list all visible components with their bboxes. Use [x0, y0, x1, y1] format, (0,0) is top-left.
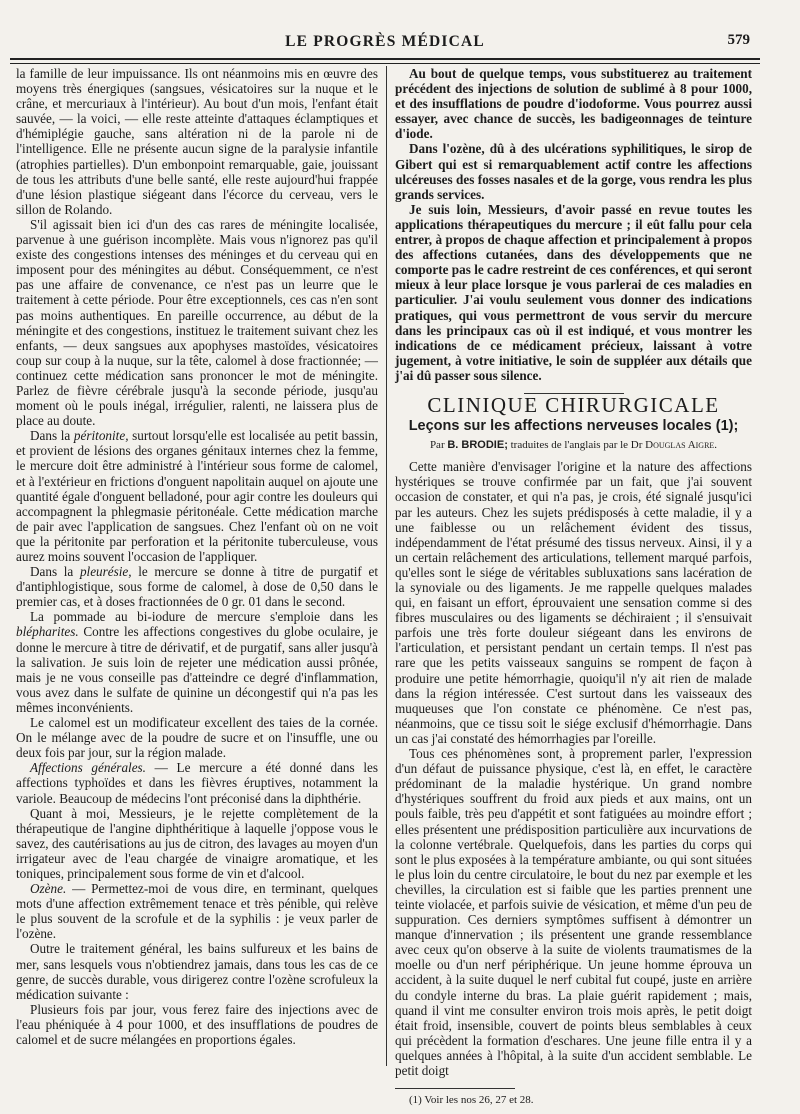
term-blepharites: blépharites. — [16, 624, 79, 640]
right-paragraph-3: Je suis loin, Messieurs, d'avoir passé en revue toutes les applications thérapeutiques du mercure ; il eût fallu pour cela entrer, à propos de chaque affection et principalement à propos des affections cutanées, dans des développements que ne comporte pas le cadre restreint de ces conférences, et qui seront mieux à leur place lorsque je vous parlerai de ces maladies en particulier. J'ai voulu seulement vous donner des indications pratiques, qui vous permettront de vous servir du mercure dans les principaux cas où il est indiqué, et vous montrer les indications de ce médicament précieux, laissant à votre jugement, à votre initiative, le soin de suppléer aux détails que j'ai dû passer sous silence. — [395, 201, 752, 383]
running-header — [10, 28, 760, 56]
journal-title: LE PROGRÈS MÉDICAL — [285, 33, 485, 50]
term-affections-generales: Affections générales. — [30, 760, 146, 776]
header-rule-thick — [10, 58, 760, 60]
page-number: 579 — [727, 32, 750, 48]
left-column — [16, 66, 378, 1066]
left-paragraph-8: Quant à moi, Messieurs, je le rejette complètement de la thérapeutique de l'angine diphthéritique à laquelle j'oppose vous le savez, des cautérisations au jus de citron, des lavages au moyen d'un irrigateur avec de l'eau chargée de vinaigre aromatique, et les toniques, principalement sous forme de vin et d'alcool. — [16, 805, 378, 881]
right-paragraph-4: Cette manière d'envisager l'origine et la nature des affections hystériques se trouve confirmée par un fait, que j'ai souvent occasion de constater, et qui n'a pas, je crois, été signalé jusqu'ici par les auteurs. Chez les sujets prédisposés à cette maladie, il y a une faiblesse ou un relâchement évident des tissus, indépendamment de l'état présumé des tissus nerveux. Ainsi, il y a un certain relâchement des articulations, tellement marqué parfois, qu'elles sont le siége de véritables subluxations sans lacération de la synoviale ou des ligaments. Je me rappelle quelques malades qui, en faisant un effort, éprouvaient une sensation comme si des fibres musculaires ou des ligaments se déchiraient ; il s'ensuivait parfois une très forte douleur siégeant dans les environs de l'articulation, et persistant pendant un certain temps. Il n'est pas rare que les petits vaisseaux sanguins se rompent de façon à produire une petite hémorrhagie, quoiqu'il n'y ait rien de malade dans la région intéressée. C'est surtout dans les vaisseaux des muqueuses que l'on constate ce phénomène. Ce n'est pas, néanmoins, que ce tissu soit le siége exclusif d'hémorrhagie. Dans un cas j'ai constaté des hémorrhagies par l'oreille. — [395, 459, 752, 746]
author-name: B. BRODIE; — [447, 439, 508, 452]
left-paragraph-9: Ozène. — Permettez-moi de vous dire, en terminant, quelques mots d'une affection extrêmement tenace et très pénible, qui relève le plus souvent de la scrofule et de la syphilis : je veux parler de l'ozène. — [16, 881, 378, 942]
left-paragraph-7: Affections générales. — Le mercure a été donné dans les affections typhoïdes et dans les fièvres éruptives, notamment la variole. Beaucoup de médecins l'ont préconisé dans la diphthérie. — [16, 760, 378, 806]
term-peritonite: péritonite, — [73, 428, 129, 444]
left-paragraph-6: Le calomel est un modificateur excellent des taies de la cornée. On le mélange avec de la poudre de sucre et on l'insuffle, une ou deux fois par jour, sur la région malade. — [16, 715, 378, 761]
term-pleuresie: pleurésie, — [79, 564, 132, 580]
left-paragraph-1: la famille de leur impuissance. Ils ont néanmoins mis en œuvre des moyens très énergiques (sangsues, vésicatoires sur la nuque et le crâne, et mercuriaux à l'intérieur). Au bout d'un mois, l'enfant était sauvée, — la voici, — elle reste atteinte d'attaques éclamptiques et d'hémiplégie gauche, sans altération ni de la parole ni de l'intelligence. Elle ne présente aucun signe de la paralysie infantile (atrophies partielles). D'un embonpoint remarquable, gaie, jouissant de tous les attributs d'une belle santé, elle reste aujourd'hui frappée d'une lésion plastique siégeant dans l'écorce du cerveau, vers le sillon de Rolando. — [16, 66, 378, 217]
right-paragraph-1: Au bout de quelque temps, vous substituerez au traitement précédent des injections de solution de sublimé à 8 pour 1000, et des insufflations de poudre d'iodoforme. Vous pourrez aussi essayer, avec chance de succès, les badigeonnages de teinture d'iode. — [395, 66, 752, 142]
byline: Par B. BRODIE; traduites de l'anglais par le Dr Douglas Aigre. — [429, 439, 718, 452]
left-paragraph-2: S'il agissait bien ici d'un des cas rares de méningite localisée, parvenue à une guérison incomplète. Mais vous n'ignorez pas qu'il existe des congestions intenses des méninges et du cerveau qui en imposent pour des méningites au début. Conséquemment, ce n'est pas une affaire de convenance, ce n'est pas un leurre que le traitement à cette période. Pour être exceptionnels, ces cas n'en sont pas moins authentiques. En pareille occurrence, au début de la méningite et des congestions, instituez le traitement suivant chez les enfants, — deux sangsues aux apophyses mastoïdes, vésicatoires coup sur coup à la nuque, sur la tête, calomel à dose fractionnée; — continuez cette médication sans prononcer le mot de méningite. Parlez de fièvre cérébrale jusqu'à la seconde période, jusqu'au moment où le pouls inégal, irrégulier, ralenti, ne laissera plus de place au doute. — [16, 216, 378, 429]
left-paragraph-11: Plusieurs fois par jour, vous ferez faire des injections avec de l'eau phéniquée à 4 pour 1000, et des insufflations de poudres de calomel et de sucre mélangées en proportions égales. — [16, 1001, 378, 1047]
left-paragraph-3: Dans la péritonite, surtout lorsqu'elle est localisée au petit bassin, et provient de lésions des organes génitaux internes chez la femme, le mercure doit être administré à l'intérieur sous forme de calomel, et à l'extérieur en frictions d'onguent napolitain auquel on ajoute une quantité égale d'onguent belladoné, pour agir contre les douleurs qui accompagnent la phlegmasie péritonéale. Cette médication marche de pair avec l'application de sangsues. Chez l'enfant où on ne voit que la péritonite par perforation et la péritonite tuberculeuse, vous aurez moins souvent l'occasion de l'appliquer. — [16, 428, 378, 564]
section-title: CLINIQUE CHIRURGICALE — [427, 392, 720, 417]
column-divider — [386, 66, 387, 1066]
left-paragraph-10: Outre le traitement général, les bains sulfureux et les bains de mer, sans lesquels vous n'obtiendrez jamais, dans tous les cas de ce genre, de succès durable, vous dirigerez contre l'ozène scrofuleux la médication suivante : — [16, 941, 378, 1002]
left-paragraph-4: Dans la pleurésie, le mercure se donne à titre de purgatif et d'antiphlogistique, sous forme de calomel, à dose de 0,50 dans le premier cas, et à doses fractionnées de 0 gr. 01 dans le second. — [16, 564, 378, 610]
header-rule-thin — [10, 63, 760, 64]
right-column — [395, 66, 752, 1107]
left-paragraph-5: La pommade au bi-iodure de mercure s'emploie dans les blépharites. Contre les affections congestives du globe oculaire, je donne le mercure à titre de dérivatif, et de purgatif, sans aller jusqu'à la salivation. Je suis loin de rejeter une médication aussi prônée, mais je ne vous conseille pas d'atteindre ce degré d'inflammation, vous avez dans le sulfate de quinine un décongestif qui n'a pas les mêmes inconvénients. — [16, 609, 378, 715]
footnote-rule — [395, 1088, 515, 1089]
right-paragraph-2: Dans l'ozène, dû à des ulcérations syphilitiques, le sirop de Gibert qui est si remarquablement actif contre les affections ulcéreuses des fosses nasales et de la gorge, vous rendra les plus grands services. — [395, 141, 752, 202]
footnote: (1) Voir les nos 26, 27 et 28. — [409, 1094, 534, 1107]
lecture-title: Leçons sur les affections nerveuses locales (1); — [408, 418, 739, 435]
translator-name: Douglas Aigre. — [645, 439, 718, 452]
term-ozene: Ozène. — [30, 881, 67, 897]
right-paragraph-5: Tous ces phénomènes sont, à proprement parler, l'expression d'un défaut de puissance physique, c'est là, en effet, le caractère prédominant de la maladie hystérique. Un grand nombre d'hystériques souffrent du froid aux pieds et aux mains, ont un pouls faible, très peu d'appétit et sont fatiguées au moindre effort ; elles présentent une prédisposition particulière aux incurvations de la colonne vertébrale. Quelquefois, dans les parties du corps qui sont le plus exposées à la température ambiante, ou qui sont situées le plus loin du centre circulatoire, le bout du nez par exemple et les chevilles, la circulation est si faible que les parties prennent une teinte violacée, et parfois suivie de vésication, et même d'un peu de suppuration. Ces derniers symptômes suffisent à démontrer un manque d'innervation ; ils présentent une grande ressemblance avec ceux qu'on observe à la suite de violents traumatismes de la moelle ou d'un nerf périphérique. Un jeune homme éprouva un accident, à la suite duquel le nerf cubital fut coupé, juste en arrière du condyle interne du bras. La plaie guérit rapidement ; mais, quand il vint me consulter environ trois mois après, le petit doigt était froid, insensible, couvert de points bleus semblables à ceux qui précèdent la formation d'eschares. Une jeune fille entra il y a quelques années à l'hôpital, à la suite d'un accident semblable. Le petit doigt — [395, 746, 752, 1078]
